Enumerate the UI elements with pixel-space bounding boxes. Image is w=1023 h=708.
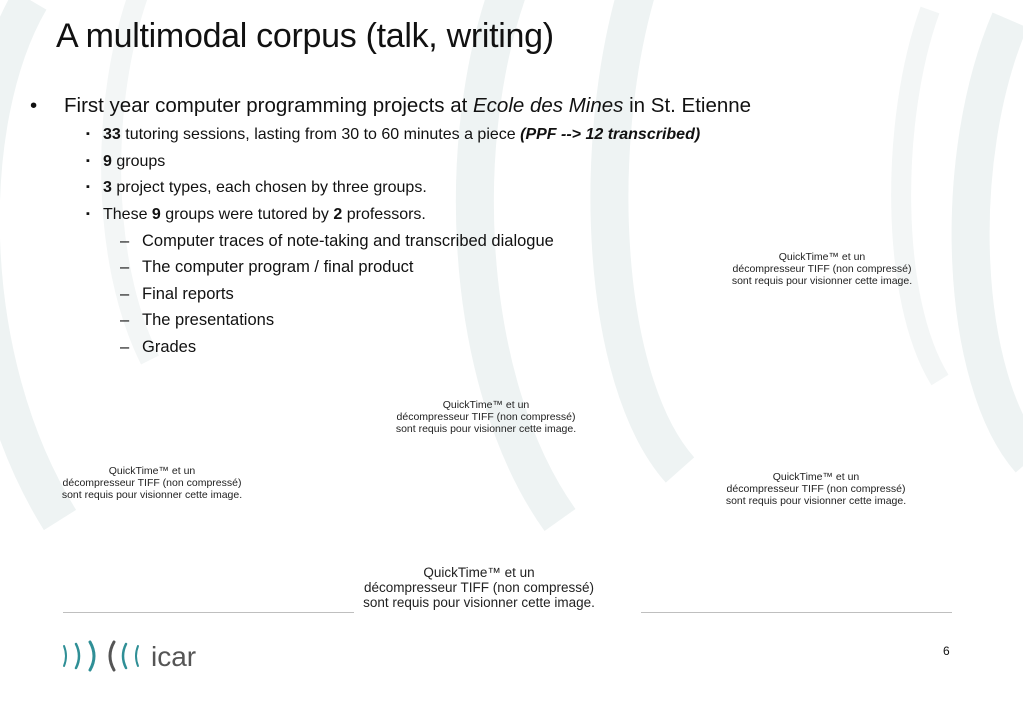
- subbullet-number: 2: [333, 206, 343, 223]
- dash-item: [120, 258, 413, 277]
- quicktime-placeholder-bottom: [344, 565, 614, 610]
- subbullet-number: 9: [151, 206, 161, 223]
- dash-item: [120, 232, 554, 251]
- qt-line: décompresseur TIFF (non compressé): [396, 411, 576, 423]
- icar-logo-text: icar: [151, 641, 197, 672]
- qt-line: QuickTime™ et un: [442, 399, 530, 411]
- subbullet-groups: [86, 153, 165, 171]
- square-bullet-icon: ▪: [86, 181, 90, 193]
- subbullet-number: 3: [103, 179, 112, 196]
- subbullet-project-types: [86, 179, 427, 197]
- qt-line: sont requis pour visionner cette image.: [725, 495, 907, 507]
- quicktime-placeholder-right: [716, 471, 916, 507]
- bullet-text-post: in St. Etienne: [623, 94, 752, 117]
- bullet-text-italic: Ecole des Mines: [473, 94, 624, 117]
- square-bullet-icon: ▪: [86, 208, 90, 220]
- quicktime-placeholder-center: [386, 399, 586, 435]
- bullet-marker: •: [30, 94, 38, 117]
- subbullet-tutors: [86, 206, 426, 224]
- square-bullet-icon: ▪: [86, 155, 90, 167]
- slide-title: A multimodal corpus (talk, writing): [56, 17, 554, 55]
- qt-line: QuickTime™ et un: [778, 251, 866, 263]
- subbullet-emphasis: (PPF --> 12 transcribed): [520, 126, 701, 143]
- subbullet-text: groups were tutored by: [160, 206, 334, 223]
- subbullet-text: tutoring sessions, lasting from 30 to 60 minutes a piece: [120, 126, 521, 143]
- dash-item: [120, 285, 234, 304]
- dash-marker: –: [120, 338, 130, 356]
- dash-item-text: Final reports: [142, 285, 234, 303]
- dash-item-text: The computer program / final product: [142, 258, 414, 276]
- dash-marker: –: [120, 232, 130, 250]
- dash-item: [120, 311, 274, 330]
- qt-line: sont requis pour visionner cette image.: [363, 595, 595, 610]
- square-bullet-icon: ▪: [86, 128, 90, 140]
- subbullet-text: professors.: [342, 206, 426, 223]
- subbullet-text: These: [103, 206, 152, 223]
- page-number: 6: [943, 644, 950, 658]
- dash-item-text: Computer traces of note-taking and transcribed dialogue: [142, 232, 554, 250]
- qt-line: sont requis pour visionner cette image.: [61, 489, 243, 501]
- qt-line: décompresseur TIFF (non compressé): [732, 263, 912, 275]
- qt-line: QuickTime™ et un: [108, 465, 196, 477]
- subbullet-number: 9: [103, 153, 112, 170]
- icar-logo: [58, 636, 218, 676]
- footer-divider-right: [641, 612, 952, 613]
- bullet-main: [30, 94, 751, 118]
- qt-line: sont requis pour visionner cette image.: [731, 275, 913, 287]
- dash-marker: –: [120, 285, 130, 303]
- subbullet-text: project types, each chosen by three groups.: [111, 179, 427, 196]
- qt-line: QuickTime™ et un: [423, 565, 535, 580]
- quicktime-placeholder-left: [52, 465, 252, 501]
- qt-line: sont requis pour visionner cette image.: [395, 423, 577, 435]
- dash-item-text: The presentations: [142, 311, 275, 329]
- qt-line: décompresseur TIFF (non compressé): [363, 580, 595, 595]
- qt-line: QuickTime™ et un: [772, 471, 860, 483]
- quicktime-placeholder-top-right: [722, 251, 922, 287]
- qt-line: décompresseur TIFF (non compressé): [726, 483, 906, 495]
- subbullet-sessions: [86, 126, 700, 144]
- footer-divider-left: [63, 612, 354, 613]
- dash-marker: –: [120, 311, 130, 329]
- dash-item-text: Grades: [142, 338, 197, 356]
- dash-marker: –: [120, 258, 130, 276]
- dash-item: [120, 338, 196, 357]
- qt-line: décompresseur TIFF (non compressé): [62, 477, 242, 489]
- subbullet-number: 33: [103, 126, 121, 143]
- bullet-text-pre: First year computer programming projects at: [64, 94, 473, 117]
- subbullet-text: groups: [111, 153, 166, 170]
